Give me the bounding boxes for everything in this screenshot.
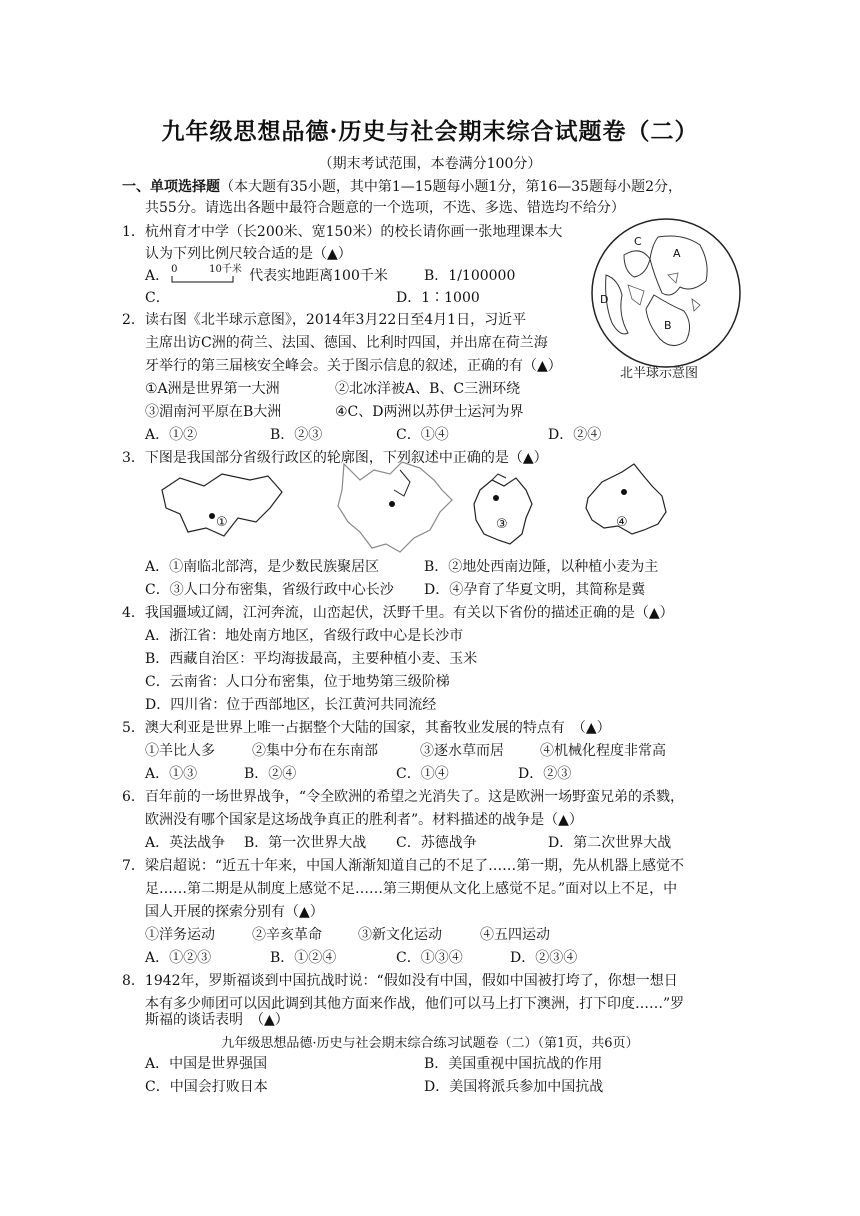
q2-statement-4: ④C、D两洲以苏伊士运河为界 — [335, 404, 524, 420]
label-b: B — [664, 319, 672, 332]
province-outline-3 — [470, 472, 540, 552]
q7-line1: 7．梁启超说：“近五十年来，中国人渐渐知道自己的不足了……第一期，先从机器上感觉不 — [122, 858, 685, 874]
scale-zero: 0 — [171, 264, 178, 275]
q8-option-c: C．中国会打败日本 — [145, 1079, 268, 1095]
province-outline-1 — [158, 470, 288, 550]
label-a: A — [673, 247, 681, 260]
province-outline-2 — [330, 460, 460, 560]
q8-line1: 8．1942年，罗斯福谈到中国抗战时说：“假如没有中国，假如中国被打垮了，你想一想日 — [122, 973, 678, 989]
q8-line2: 本有多少师团可以因此调到其他方面来作战，他们可以马上打下澳洲，打下印度……”罗 — [145, 996, 685, 1012]
section-heading-line — [122, 177, 682, 197]
q6-option-a: A．英法战争 — [145, 835, 226, 851]
q7-option-b: B．①②④ — [270, 950, 337, 966]
q3-option-d: D．④孕育了华夏文明，其简称是冀 — [424, 582, 646, 598]
q4-option-d: D．四川省：位于西部地区，长江黄河共同流经 — [145, 697, 437, 713]
q2-statement-2: ②北冰洋被A、B、C三洲环绕 — [335, 381, 521, 397]
q4-option-a: A．浙江省：地处南方地区，省级行政中心是长沙市 — [145, 628, 464, 644]
q1-option-a — [145, 266, 388, 286]
q7-statement-1: ①洋务运动 — [145, 927, 215, 943]
map-label-4: ④ — [616, 515, 628, 530]
q1-a-rest: 代表实地距离100千米 — [249, 268, 388, 284]
q6-option-b: B．第一次世界大战 — [244, 835, 367, 851]
q4-line1: 4．我国疆域辽阔，江河奔流，山峦起伏，沃野千里。有关以下省份的描述正确的是（▲） — [122, 605, 674, 621]
q2-option-d: D．②④ — [548, 427, 602, 443]
q7-line2: 足……第二期是从制度上感觉不足……第三期便从文化上感觉不足。”面对以上不足，中 — [145, 881, 678, 897]
q6-line1: 6．百年前的一场世界战争，“令全欧洲的希望之光消失了。这是欧洲一场野蛮兄弟的杀戮， — [122, 789, 685, 805]
q7-option-c: C．①③④ — [396, 950, 463, 966]
q5-statement-2: ②集中分布在东南部 — [252, 743, 378, 759]
page-subtitle: （期末考试范围，本卷满分100分） — [318, 156, 542, 172]
q8-option-a: A．中国是世界强国 — [145, 1056, 268, 1072]
q2-line1: 2．读右图《北半球示意图》，2014年3月22日至4月1日，习近平 — [122, 312, 527, 328]
q3-option-c: C．③人口分布密集，省级行政中心长沙 — [145, 582, 394, 598]
q5-statement-4: ④机械化程度非常高 — [540, 743, 666, 759]
q5-statement-3: ③逐水草而居 — [420, 743, 504, 759]
label-c: C — [634, 235, 642, 248]
q2-statement-1: ①A洲是世界第一大洲 — [145, 381, 280, 397]
q7-statement-2: ②辛亥革命 — [252, 927, 322, 943]
q5-statement-1: ①羊比人多 — [145, 743, 215, 759]
q6-line2: 欧洲没有哪个国家是这场战争真正的胜利者”。材料描述的战争是（▲） — [145, 812, 583, 828]
q1-option-b: B．1/100000 — [424, 268, 516, 284]
scale-bar-line — [169, 266, 249, 286]
map-label-1: ① — [216, 515, 228, 530]
q5-line1: 5．澳大利亚是世界上唯一占据整个大陆的国家，其畜牧业发展的特点有 （▲） — [122, 720, 611, 736]
q4-option-b: B．西藏自治区：平均海拔最高，主要种植小麦、玉米 — [145, 651, 478, 667]
q8-option-d: D．美国将派兵参加中国抗战 — [424, 1079, 604, 1095]
figure-north-caption: 北半球示意图 — [620, 366, 699, 381]
q8-option-b: B．美国重视中国抗战的作用 — [424, 1056, 603, 1072]
q2-line2: 主席出访C洲的荷兰、法国、德国、比利时四国，并出席在荷兰海 — [145, 335, 548, 351]
q1-a-prefix: A． — [145, 268, 170, 284]
q2-option-b: B．②③ — [270, 427, 323, 443]
scale-bar — [169, 266, 249, 286]
scale-ten: 10千米 — [209, 264, 242, 275]
q2-line3: 牙举行的第三届核安全峰会。关于图示信息的叙述，正确的有（▲） — [145, 358, 562, 374]
q2-option-a: A．①② — [145, 427, 198, 443]
q5-option-b: B．②④ — [244, 766, 297, 782]
q1-line2: 认为下列比例尺较合适的是（▲） — [145, 246, 352, 262]
province-outline-4 — [582, 462, 672, 542]
north-hemisphere-figure — [588, 215, 748, 375]
section-heading: 一、单项选择题 — [122, 179, 220, 195]
q6-option-c: C．苏德战争 — [396, 835, 477, 851]
section-intro-2: 共55分。请选出各题中最符合题意的一个选项，不选、多选、错选均不给分） — [145, 200, 625, 216]
q5-option-d: D．②③ — [518, 766, 572, 782]
label-d: D — [600, 293, 609, 306]
q3-option-b: B．②地处西南边陲，以种植小麦为主 — [424, 559, 659, 575]
q7-statement-3: ③新文化运动 — [358, 927, 442, 943]
q8-line3: 斯福的谈话表明 （▲） — [145, 1012, 289, 1028]
q1-option-c: C． — [145, 290, 170, 306]
q7-statement-4: ④五四运动 — [480, 927, 550, 943]
q2-statement-3: ③湄南河平原在B大洲 — [145, 404, 282, 420]
page-title: 九年级思想品德·历史与社会期末综合试题卷（二） — [161, 118, 699, 145]
q5-option-c: C．①④ — [396, 766, 449, 782]
q7-option-a: A．①②③ — [145, 950, 212, 966]
map-label-3: ③ — [496, 517, 508, 532]
q3-line1: 3．下图是我国部分省级行政区的轮廓图，下列叙述中正确的是（▲） — [122, 450, 548, 466]
q1-line1: 1．杭州育才中学（长200米、宽150米）的校长请你画一张地理课本大 — [122, 224, 563, 240]
q5-option-a: A．①③ — [145, 766, 198, 782]
section-intro-1: （本大题有35小题，其中第1—15题每小题1分，第16—35题每小题2分， — [220, 179, 682, 195]
q6-option-d: D．第二次世界大战 — [548, 835, 672, 851]
q7-option-d: D．②③④ — [510, 950, 578, 966]
q4-option-c: C．云南省：人口分布密集，位于地势第三级阶梯 — [145, 674, 450, 690]
q1-option-d: D．1∶1000 — [396, 290, 480, 306]
q7-line3: 国人开展的探索分别有（▲） — [145, 904, 324, 920]
q2-option-c: C．①④ — [396, 427, 449, 443]
q3-option-a: A．①南临北部湾，是少数民族聚居区 — [145, 559, 380, 575]
page-footer: 九年级思想品德·历史与社会期末综合练习试题卷（二）（第1页，共6页） — [221, 1036, 639, 1051]
